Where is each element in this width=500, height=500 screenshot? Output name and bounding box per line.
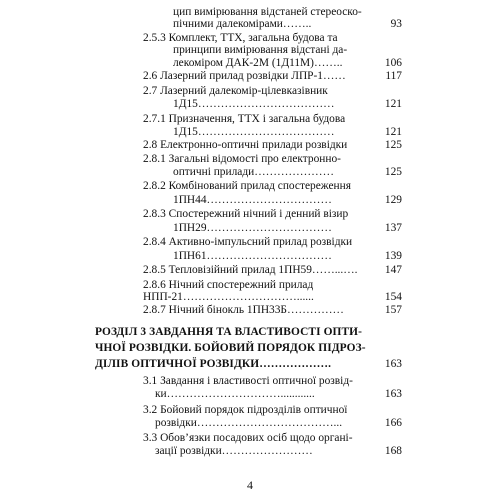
toc-page: 147 xyxy=(384,264,402,276)
page-number: 4 xyxy=(247,478,253,492)
toc-line: 2.7.1 Призначення, ТТХ і загальна будова xyxy=(143,113,346,125)
toc-line: 1ПН61…………………………… xyxy=(173,250,332,262)
toc-line: 3.3 Обов’язки посадових осіб щодо органі- xyxy=(143,432,353,444)
toc-page: 121 xyxy=(384,98,402,110)
toc-page: 129 xyxy=(384,194,402,206)
toc-line: 2.8.3 Спостережний нічний і денний візир xyxy=(143,208,349,220)
toc-line: зації розвідки…………………… xyxy=(155,445,313,457)
toc-page: 125 xyxy=(384,139,402,151)
toc-line: 2.8.1 Загальні відомості про електронно- xyxy=(143,153,341,165)
toc-page: 163 xyxy=(384,388,402,400)
toc-line: 1Д15……………………………… xyxy=(173,98,335,110)
toc-line: принципи вимірювання відстані да- xyxy=(173,44,348,56)
toc-line: ки…………………………............ xyxy=(155,388,315,400)
toc-page: 163 xyxy=(384,358,402,370)
toc-line: 2.8.5 Тепловізійний прилад 1ПН59……...…. xyxy=(143,264,358,276)
section-heading-line: РОЗДІЛ 3 ЗАВДАННЯ ТА ВЛАСТИВОСТІ ОПТИ- xyxy=(95,326,363,338)
toc-page: 93 xyxy=(390,18,402,30)
toc-line: 2.8.7 Нічний бінокль 1ПН33Б…………… xyxy=(143,304,344,316)
toc-line: 3.1 Завдання і властивості оптичної розвід- xyxy=(143,375,353,387)
toc-line: 3.2 Бойовий порядок підрозділів оптичної xyxy=(143,404,348,416)
toc-line: 2.8.4 Активно-імпульсний прилад розвідки xyxy=(143,236,353,248)
section-heading-line: ДІЛІВ ОПТИЧНОЇ РОЗВІДКИ………………. xyxy=(95,358,332,370)
toc-line: розвідки………………………………... xyxy=(155,417,343,429)
toc-line: 1ПН44…………………………… xyxy=(173,194,332,206)
toc-line: оптичні прилади………………… xyxy=(173,166,334,178)
toc-page: 157 xyxy=(384,304,402,316)
toc-page: 168 xyxy=(384,445,402,457)
toc-line: 2.8.2 Комбінований прилад спостереження xyxy=(143,180,351,192)
toc-page: 139 xyxy=(384,250,402,262)
toc-line: пічними далекомірами…….. xyxy=(173,18,312,30)
toc-line: 1ПН29…………………………… xyxy=(173,222,332,234)
toc-page: 154 xyxy=(384,291,402,303)
toc-page: 121 xyxy=(384,126,402,138)
toc-line: НПП-21…………………………...... xyxy=(143,291,314,303)
toc-line: 2.8.6 Нічний спостережний прилад xyxy=(143,279,314,291)
toc-page: 117 xyxy=(385,70,402,82)
toc-line: 2.7 Лазерний далекомір-цілевказівник xyxy=(143,85,328,97)
toc-page: 166 xyxy=(384,417,402,429)
toc-line: 2.5.3 Комплект, ТТХ, загальна будова та xyxy=(143,32,338,44)
toc-page: 125 xyxy=(384,166,402,178)
toc-line: 2.8 Електронно-оптичні прилади розвідки xyxy=(143,139,348,151)
section-heading-line: ЧНОЇ РОЗВІДКИ. БОЙОВИЙ ПОРЯДОК ПІДРОЗ- xyxy=(95,342,366,354)
toc-page: 137 xyxy=(384,222,402,234)
toc-line: 2.6 Лазерний прилад розвідки ЛПР-1…… xyxy=(143,70,346,82)
toc-line: 1Д15……………………………… xyxy=(173,126,335,138)
toc-line: цип вимірювання відстаней стереоско- xyxy=(173,6,362,18)
toc-line: лекоміром ДАК-2М (1Д11М)…….. xyxy=(173,57,343,69)
toc-page: 106 xyxy=(384,57,402,69)
